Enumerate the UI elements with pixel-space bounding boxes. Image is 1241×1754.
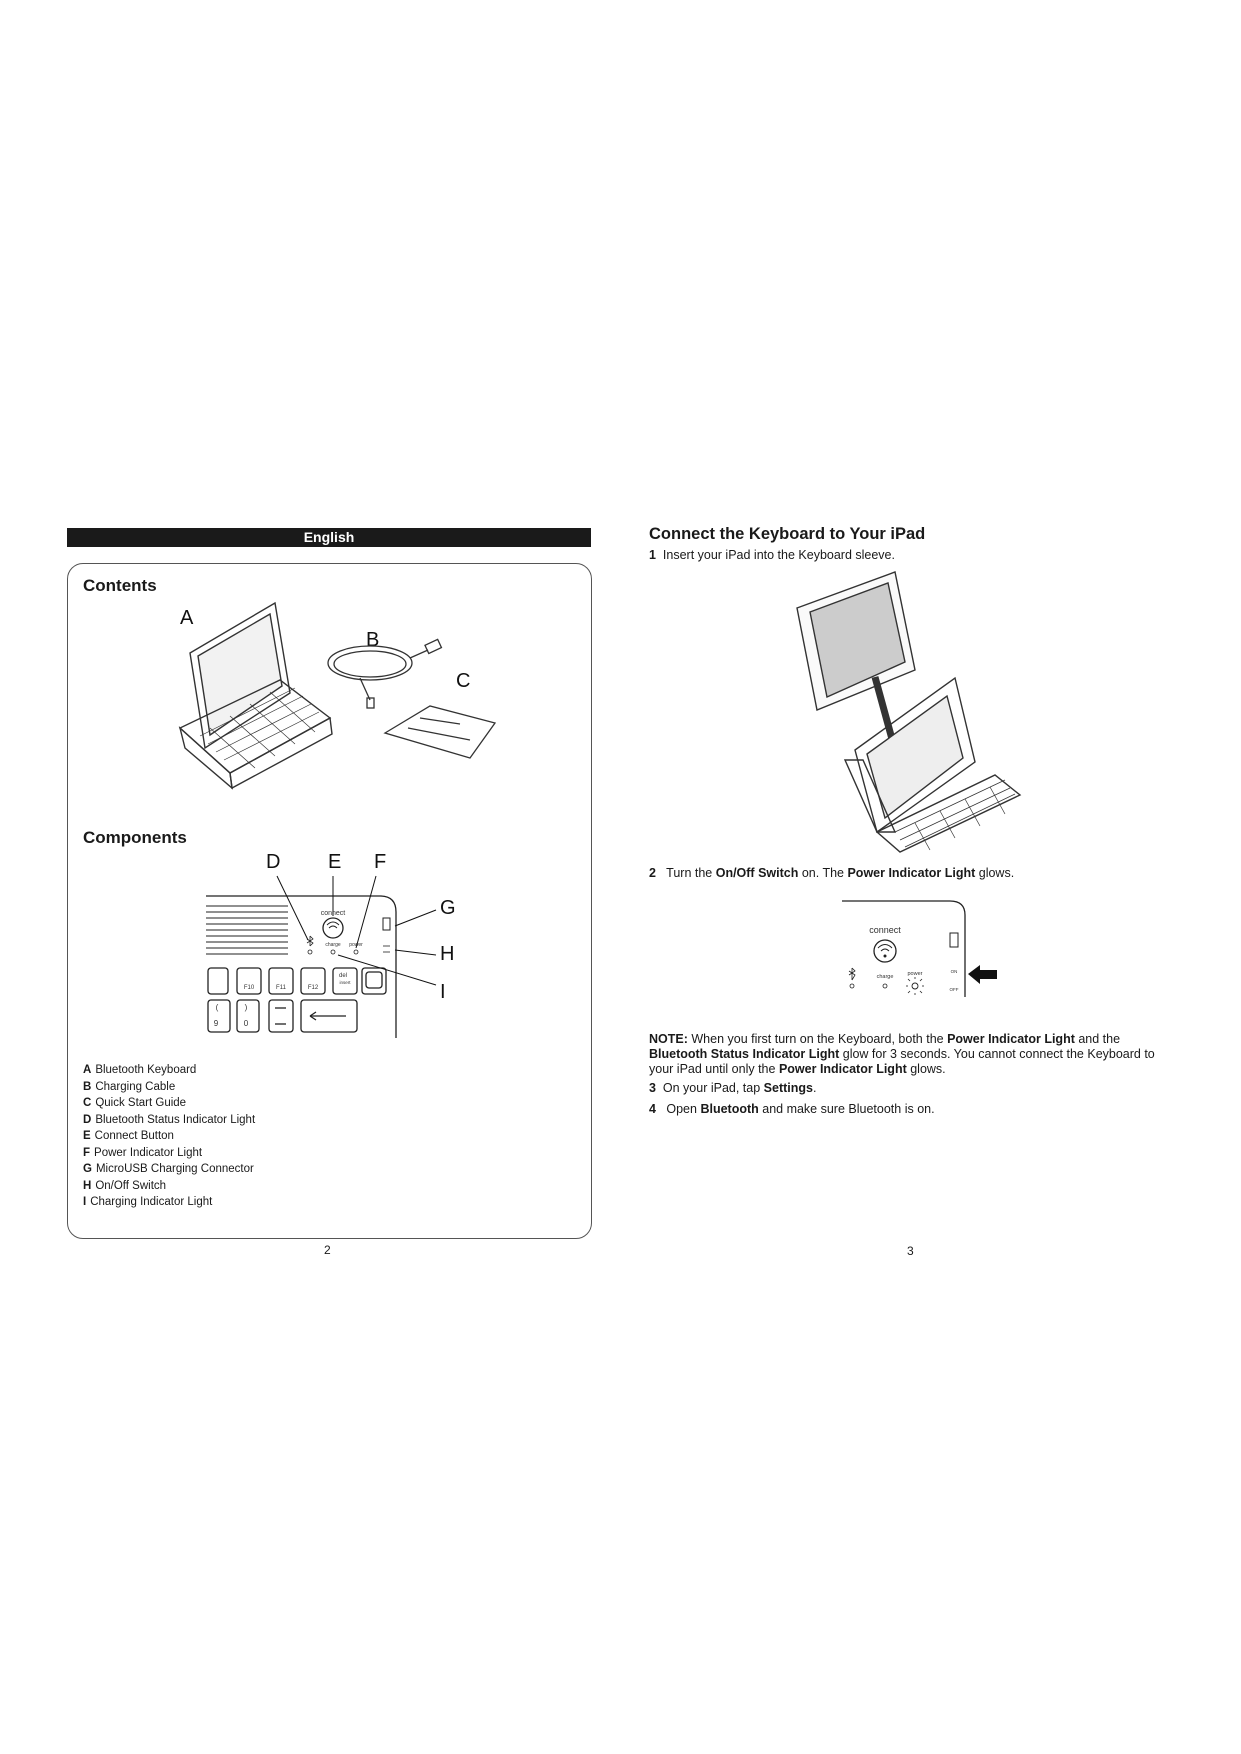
label-e: E xyxy=(328,851,342,873)
label-d: D xyxy=(266,851,281,873)
note-paragraph: NOTE: When you first turn on the Keyboard, both the Power Indicator Light and the Bluetooth Status Indicator Light glow for 3 seconds. You cannot connect the Keyboard to your iPad until only the Power Indicator Light glows. xyxy=(649,1032,1155,1076)
legend-item: E Connect Button xyxy=(83,1130,174,1142)
legend-item: G MicroUSB Charging Connector xyxy=(83,1163,254,1175)
quick-start-guide-illustration xyxy=(385,706,495,758)
charge-light-icon xyxy=(883,984,887,988)
label-b: B xyxy=(366,629,380,651)
page-number-right: 3 xyxy=(907,1244,914,1258)
step-2: 2 Turn the On/Off Switch on. The Power Indicator Light glows. xyxy=(649,866,1015,880)
contents-heading: Contents xyxy=(83,576,157,595)
label-f: F xyxy=(374,851,387,873)
step-1: 1 Insert your iPad into the Keyboard sleeve. xyxy=(649,548,895,562)
power-label: power xyxy=(907,971,923,977)
power-switch-diagram xyxy=(840,893,1000,1003)
off-label: OFF xyxy=(949,987,959,992)
step-4: 4 Open Bluetooth and make sure Bluetooth is on. xyxy=(649,1102,935,1116)
components-diagram xyxy=(200,870,460,1045)
charge-label: charge xyxy=(876,974,894,980)
power-label: power xyxy=(349,942,363,948)
charge-light-icon xyxy=(331,950,335,954)
legend-item: H On/Off Switch xyxy=(83,1179,167,1192)
bluetooth-light-icon xyxy=(850,984,854,988)
legend-item: A Bluetooth Keyboard xyxy=(83,1064,197,1076)
legend-item: I Charging Indicator Light xyxy=(83,1196,213,1208)
connect-label: connect xyxy=(320,910,346,917)
keyboard-case-illustration xyxy=(180,603,332,788)
language-banner: English xyxy=(67,528,591,547)
label-i: I xyxy=(440,981,446,1003)
label-h: H xyxy=(440,943,455,965)
charging-cable-illustration xyxy=(328,639,441,708)
insert-key-label: insert xyxy=(339,980,351,985)
step-3: 3 On your iPad, tap Settings. xyxy=(649,1081,817,1095)
legend-item: B Charging Cable xyxy=(83,1080,176,1093)
contents-illustration xyxy=(170,598,510,803)
on-label: ON xyxy=(950,969,958,974)
rparen-key-label: ) xyxy=(244,1003,248,1012)
power-light-glow-icon xyxy=(912,983,918,989)
connect-button-icon xyxy=(874,940,896,962)
del-key-label: del xyxy=(338,973,348,979)
nine-key-label: 9 xyxy=(213,1019,219,1028)
components-heading: Components xyxy=(83,828,187,847)
legend-item: D Bluetooth Status Indicator Light xyxy=(83,1113,256,1126)
f11-key-label: F11 xyxy=(276,985,286,991)
page-title: Connect the Keyboard to Your iPad xyxy=(649,525,926,543)
bluetooth-light-icon xyxy=(308,950,312,954)
f10-key-label: F10 xyxy=(243,985,255,991)
label-a: A xyxy=(180,607,194,629)
charge-label: charge xyxy=(325,942,341,948)
legend-item: C Quick Start Guide xyxy=(83,1097,187,1109)
page-number-left: 2 xyxy=(324,1243,331,1257)
label-g: G xyxy=(440,897,456,919)
ipad-insert-illustration xyxy=(795,570,1040,855)
connect-button-icon xyxy=(323,918,343,938)
legend-item: F Power Indicator Light xyxy=(83,1146,203,1159)
power-light-icon xyxy=(354,950,358,954)
zero-key-label: 0 xyxy=(243,1019,249,1028)
f12-key-label: F12 xyxy=(307,985,319,991)
label-c: C xyxy=(456,670,471,692)
components-legend xyxy=(83,1062,255,1211)
arrow-icon xyxy=(968,965,997,984)
lparen-key-label: ( xyxy=(215,1003,219,1012)
connect-label: connect xyxy=(869,925,901,935)
